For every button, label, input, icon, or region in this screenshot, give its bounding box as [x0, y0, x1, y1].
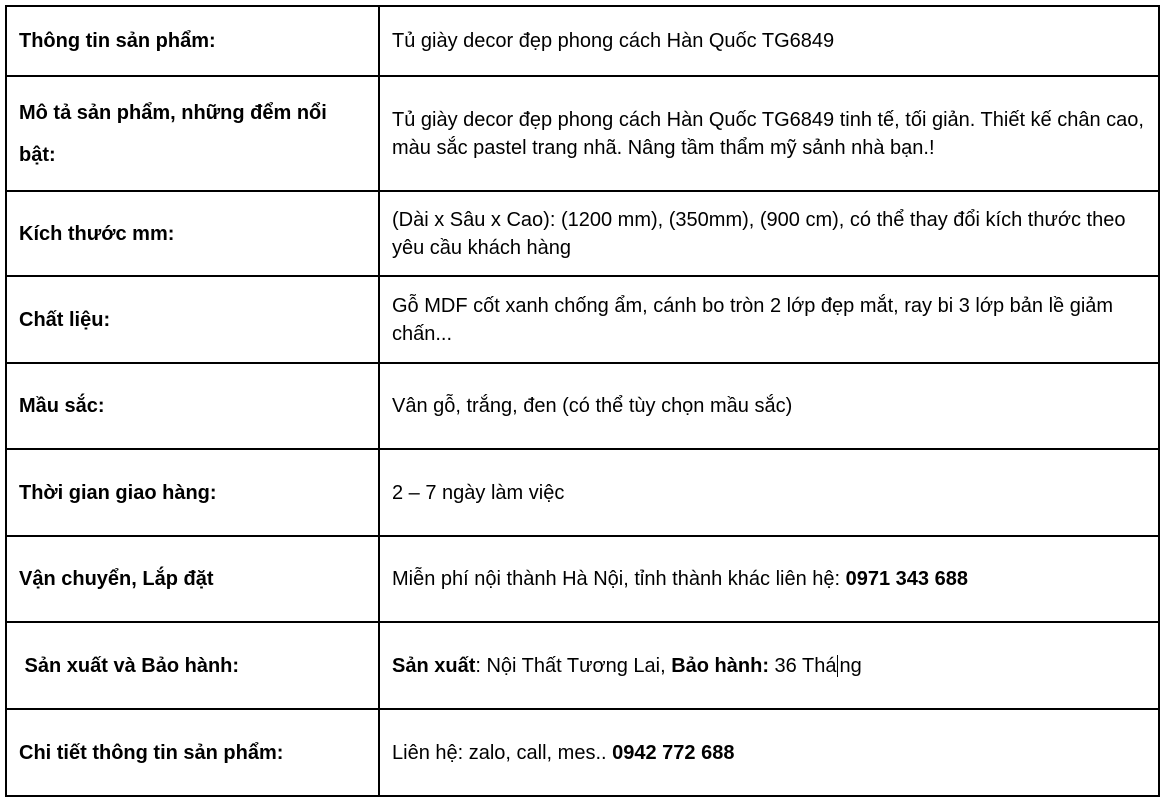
row-value-material: Gỗ MDF cốt xanh chống ẩm, cánh bo tròn 2 lớp đẹp mắt, ray bi 3 lớp bản lề giảm chấn...	[379, 276, 1159, 363]
contact-phone: 0942 772 688	[612, 741, 735, 764]
table-row	[6, 6, 1159, 76]
row-value-dimensions: (Dài x Sâu x Cao): (1200 mm), (350mm), (900 cm), có thể thay đổi kích thước theo yêu cầu khách hàng	[379, 191, 1159, 276]
shipping-phone: 0971 343 688	[845, 568, 968, 590]
maker-text: : Nội Thất Tương Lai,	[475, 654, 672, 677]
row-label-shipping: Vận chuyển, Lắp đặt	[6, 536, 379, 622]
row-value-product-info: Tủ giày decor đẹp phong cách Hàn Quốc TG6849	[379, 6, 1159, 76]
row-label-color: Mầu sắc:	[6, 363, 379, 449]
maker-label: Sản xuất	[392, 654, 476, 677]
row-label-product-info: Thông tin sản phẩm:	[6, 6, 379, 76]
warranty-text-a: 36 Thá	[769, 654, 837, 677]
row-label-material: Chất liệu:	[6, 276, 379, 363]
row-label-description: Mô tả sản phẩm, những đểm nổi bật:	[6, 76, 379, 191]
table-row	[6, 536, 1159, 622]
table-row	[6, 709, 1159, 796]
table-row	[6, 76, 1159, 191]
table-row	[6, 449, 1159, 536]
warranty-label: Bảo hành:	[671, 654, 769, 677]
row-value-description: Tủ giày decor đẹp phong cách Hàn Quốc TG6849 tinh tế, tối giản. Thiết kế chân cao, màu sắc pastel trang nhã. Nâng tầm thẩm mỹ sảnh nhà bạn.!	[379, 76, 1159, 191]
row-value-shipping	[379, 536, 1159, 622]
table-row	[6, 363, 1159, 449]
table-row	[6, 191, 1159, 276]
row-value-color: Vân gỗ, trắng, đen (có thể tùy chọn mầu sắc)	[379, 363, 1159, 449]
contact-text: Liên hệ: zalo, call, mes..	[392, 741, 613, 764]
product-spec-table	[5, 5, 1160, 797]
row-value-manufacture-warranty	[379, 622, 1159, 709]
row-value-delivery-time: 2 – 7 ngày làm việc	[379, 449, 1159, 536]
warranty-text-b: ng	[839, 654, 862, 677]
row-value-contact	[379, 709, 1159, 796]
shipping-text: Miễn phí nội thành Hà Nội, tỉnh thành khác liên hệ:	[392, 568, 846, 590]
row-label-manufacture-warranty: Sản xuất và Bảo hành:	[6, 622, 379, 709]
table-row	[6, 622, 1159, 709]
row-label-dimensions: Kích thước mm:	[6, 191, 379, 276]
table-row	[6, 276, 1159, 363]
row-label-delivery-time: Thời gian giao hàng:	[6, 449, 379, 536]
row-label-contact: Chi tiết thông tin sản phẩm:	[6, 709, 379, 796]
